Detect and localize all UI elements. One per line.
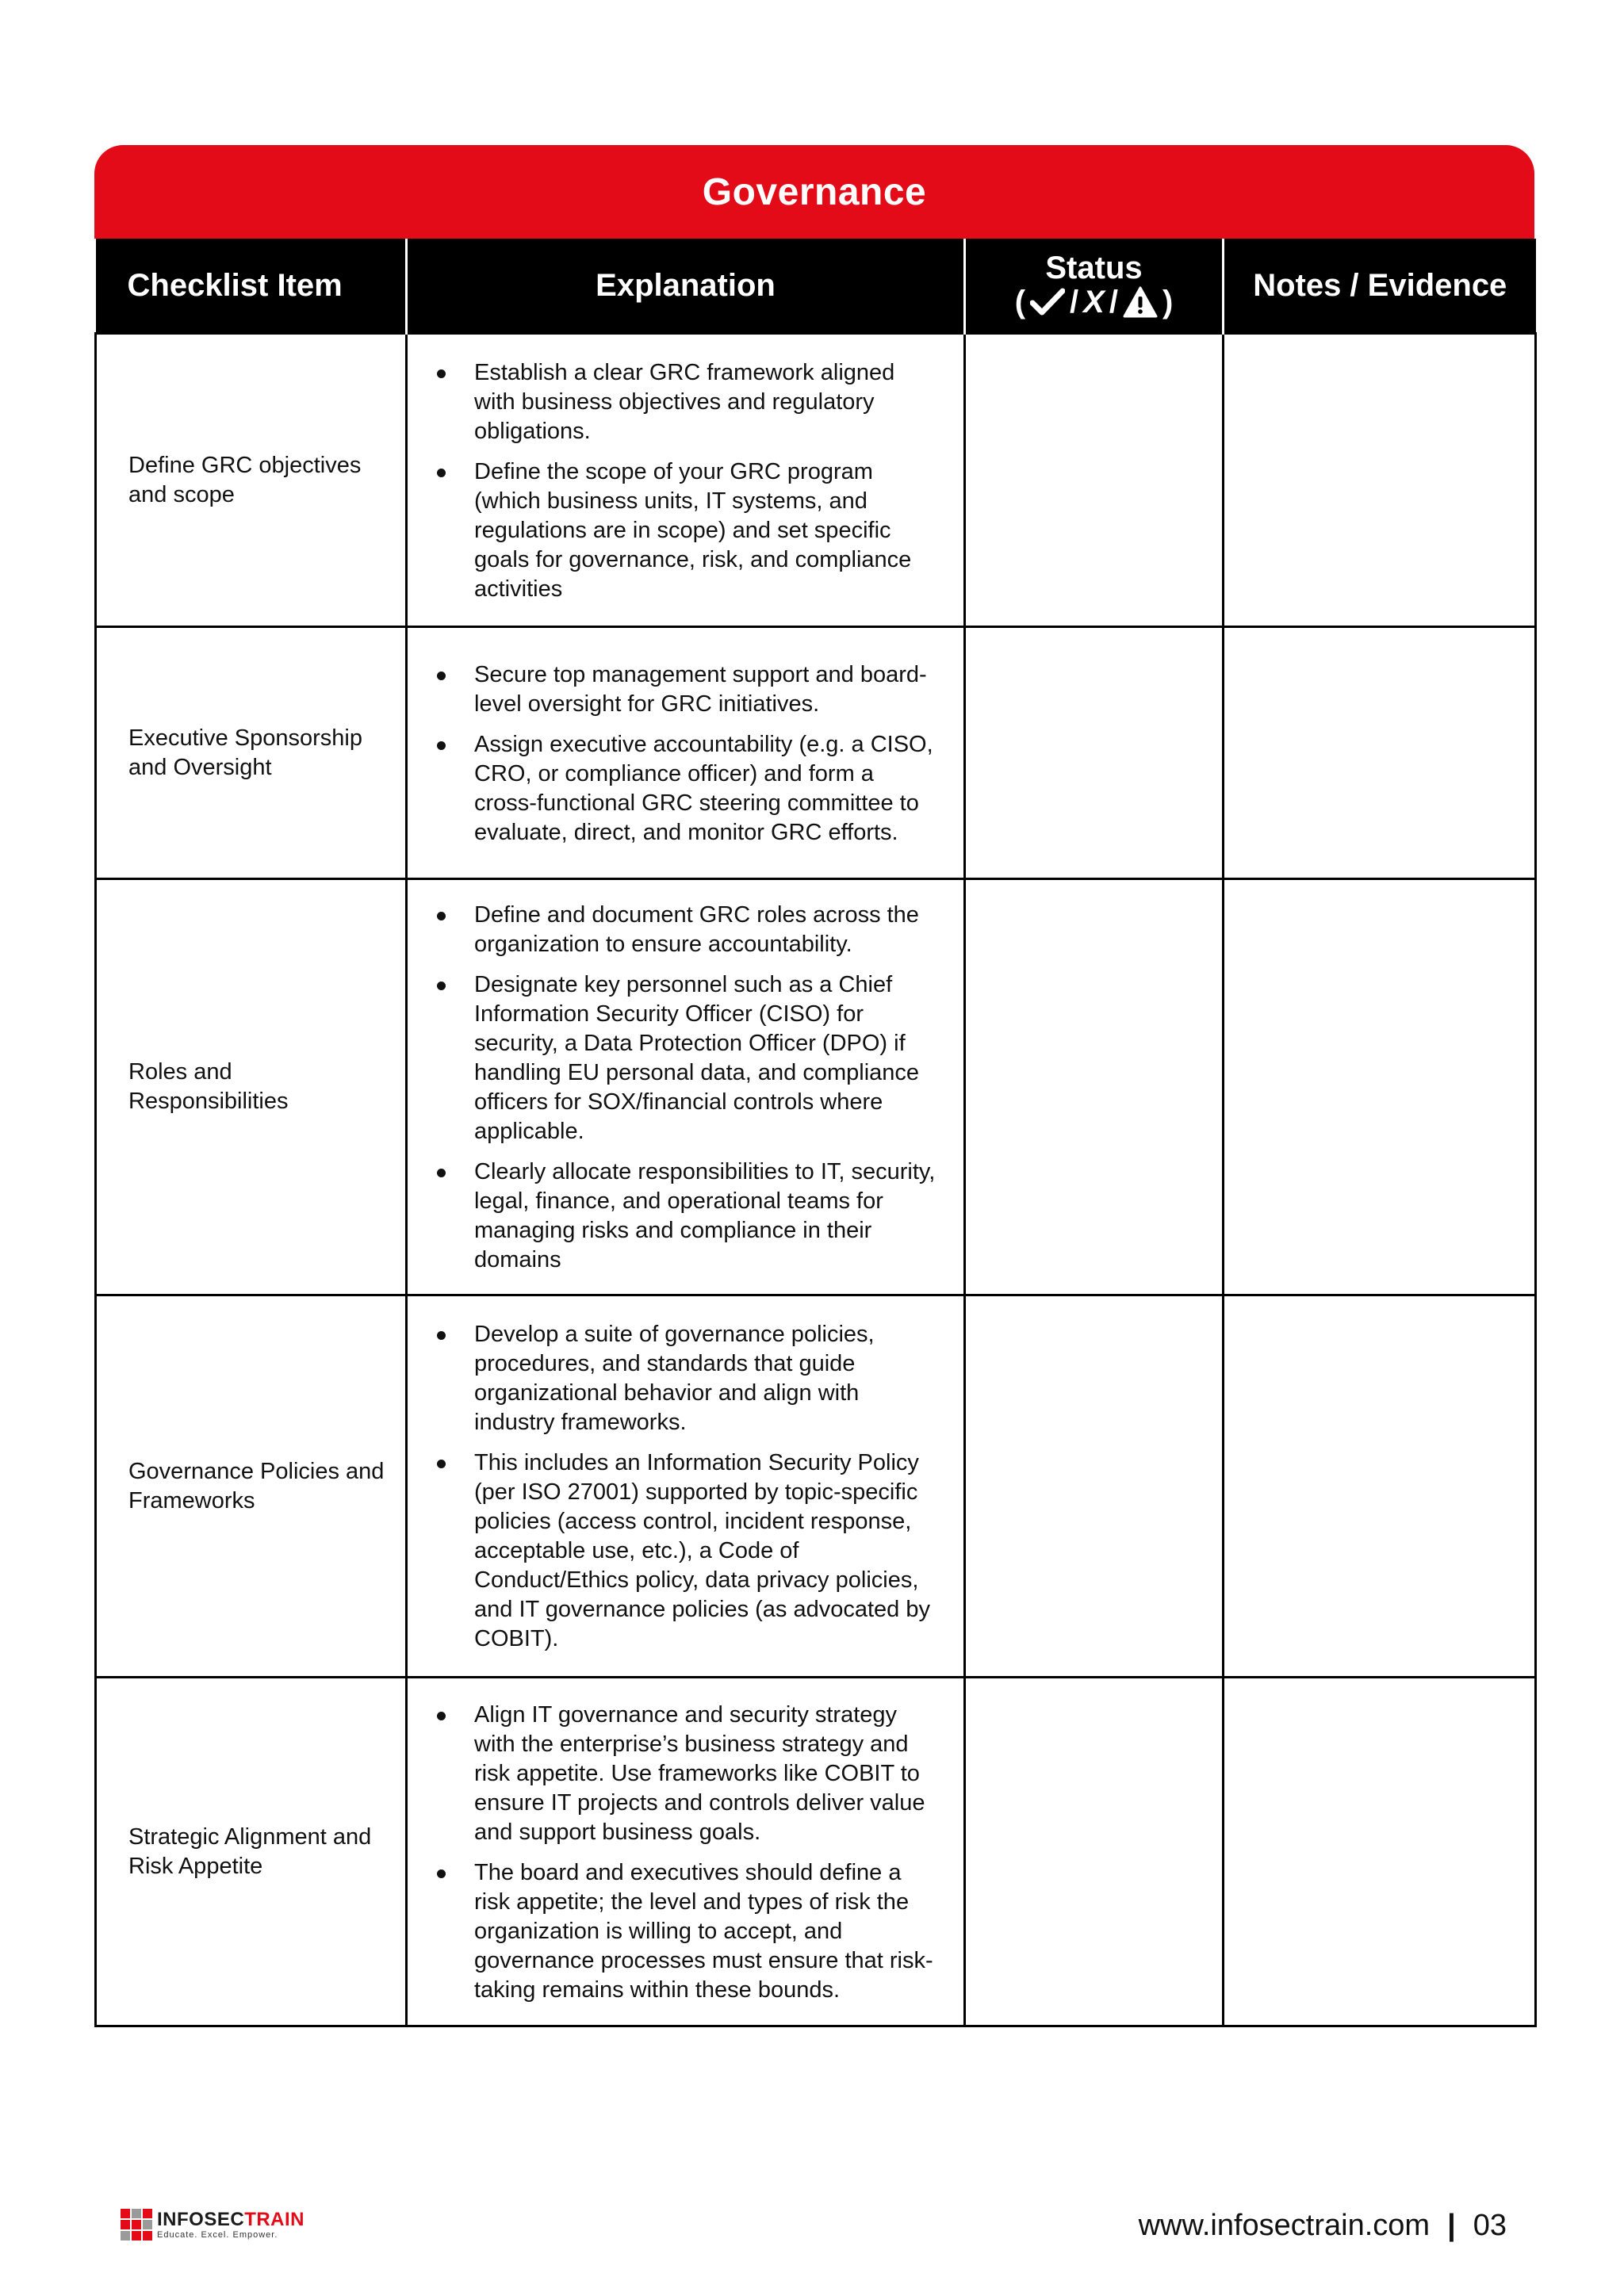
header-row	[96, 239, 1536, 334]
status-cell[interactable]	[965, 1678, 1224, 2026]
table-row	[96, 334, 1536, 627]
list-item: This includes an Information Security Policy (per ISO 27001) supported by topic-specific policies (access control, incident response, acceptable use, etc.), a Code of Conduct/Ethics policy, data privacy policies, and IT governance policies (as advocated by COBIT).	[423, 1448, 940, 1654]
website-link[interactable]: www.infosectrain.com	[1138, 2209, 1431, 2242]
legend-close-paren: )	[1162, 284, 1174, 320]
logo-name-part-a: INFOSEC	[157, 2208, 245, 2230]
legend-separator: /	[1070, 284, 1079, 320]
checklist-table	[94, 239, 1537, 2027]
check-icon	[1030, 287, 1065, 317]
legend-separator: /	[1109, 284, 1118, 320]
notes-evidence-cell[interactable]	[1224, 627, 1536, 879]
explanation-cell	[407, 627, 965, 879]
table-row	[96, 1295, 1536, 1678]
notes-evidence-cell[interactable]	[1224, 879, 1536, 1295]
company-logo	[121, 2209, 304, 2241]
status-cell[interactable]	[965, 627, 1224, 879]
legend-open-paren: (	[1014, 284, 1026, 320]
status-cell[interactable]	[965, 334, 1224, 627]
list-item: The board and executives should define a risk appetite; the level and types of risk the organization is willing to accept, and governance processes must ensure that risk-taking remains within these bounds.	[423, 1858, 940, 2005]
checklist-sheet	[94, 145, 1534, 2027]
warning-icon	[1123, 286, 1158, 318]
table-row	[96, 879, 1536, 1295]
table-row	[96, 1678, 1536, 2026]
list-item: Assign executive accountability (e.g. a CISO, CRO, or compliance officer) and form a cross-functional GRC steering committee to evaluate, direct, and monitor GRC efforts.	[423, 730, 940, 848]
header-explanation: Explanation	[407, 239, 965, 334]
notes-evidence-cell[interactable]	[1224, 1295, 1536, 1678]
explanation-list	[423, 358, 940, 604]
logo-tagline: Educate. Excel. Empower.	[157, 2229, 278, 2240]
page-number: 03	[1473, 2209, 1507, 2242]
header-status-label: Status	[1045, 250, 1143, 285]
header-checklist-item: Checklist Item	[96, 239, 407, 334]
list-item: Clearly allocate responsibilities to IT, security, legal, finance, and operational teams for managing risks and compliance in their domains	[423, 1158, 940, 1275]
status-cell[interactable]	[965, 879, 1224, 1295]
status-cell[interactable]	[965, 1295, 1224, 1678]
section-title: Governance	[702, 170, 927, 213]
notes-evidence-cell[interactable]	[1224, 1678, 1536, 2026]
checklist-item-cell: Governance Policies and Frameworks	[96, 1295, 407, 1678]
checklist-item-cell: Executive Sponsorship and Oversight	[96, 627, 407, 879]
logo-name-part-b: TRAIN	[244, 2208, 305, 2230]
legend-x-mark: X	[1083, 284, 1105, 320]
header-status	[965, 239, 1224, 334]
checklist-item-cell: Roles and Responsibilities	[96, 879, 407, 1295]
explanation-list	[423, 1320, 940, 1654]
logo-mark-icon	[121, 2209, 152, 2241]
list-item: Designate key personnel such as a Chief Information Security Officer (CISO) for security, a Data Protection Officer (DPO) if handling EU personal data, and compliance officers for SOX/financial controls where applicable.	[423, 970, 940, 1146]
explanation-list	[423, 1701, 940, 2005]
checklist-item-cell: Define GRC objectives and scope	[96, 334, 407, 627]
explanation-cell	[407, 879, 965, 1295]
section-banner	[94, 145, 1534, 239]
page-footer	[1139, 2209, 1507, 2243]
list-item: Establish a clear GRC framework aligned with business objectives and regulatory obligations.	[423, 358, 940, 446]
footer-separator: |	[1447, 2209, 1456, 2242]
table-row	[96, 627, 1536, 879]
notes-evidence-cell[interactable]	[1224, 334, 1536, 627]
checklist-item-cell: Strategic Alignment and Risk Appetite	[96, 1678, 407, 2026]
explanation-list	[423, 660, 940, 848]
explanation-cell	[407, 334, 965, 627]
explanation-cell	[407, 1678, 965, 2026]
explanation-cell	[407, 1295, 965, 1678]
logo-name	[157, 2210, 304, 2230]
list-item: Define and document GRC roles across the organization to ensure accountability.	[423, 901, 940, 959]
list-item: Align IT governance and security strategy with the enterprise’s business strategy and risk appetite. Use frameworks like COBIT to ensure IT projects and controls deliver value and support business goals.	[423, 1701, 940, 1847]
explanation-list	[423, 901, 940, 1275]
list-item: Define the scope of your GRC program (which business units, IT systems, and regulations are in scope) and set specific goals for governance, risk, and compliance activities	[423, 457, 940, 604]
header-status-legend	[966, 285, 1222, 320]
list-item: Secure top management support and board-level oversight for GRC initiatives.	[423, 660, 940, 719]
header-notes-evidence: Notes / Evidence	[1224, 239, 1536, 334]
list-item: Develop a suite of governance policies, procedures, and standards that guide organizational behavior and align with industry frameworks.	[423, 1320, 940, 1437]
logo-text	[157, 2210, 304, 2241]
